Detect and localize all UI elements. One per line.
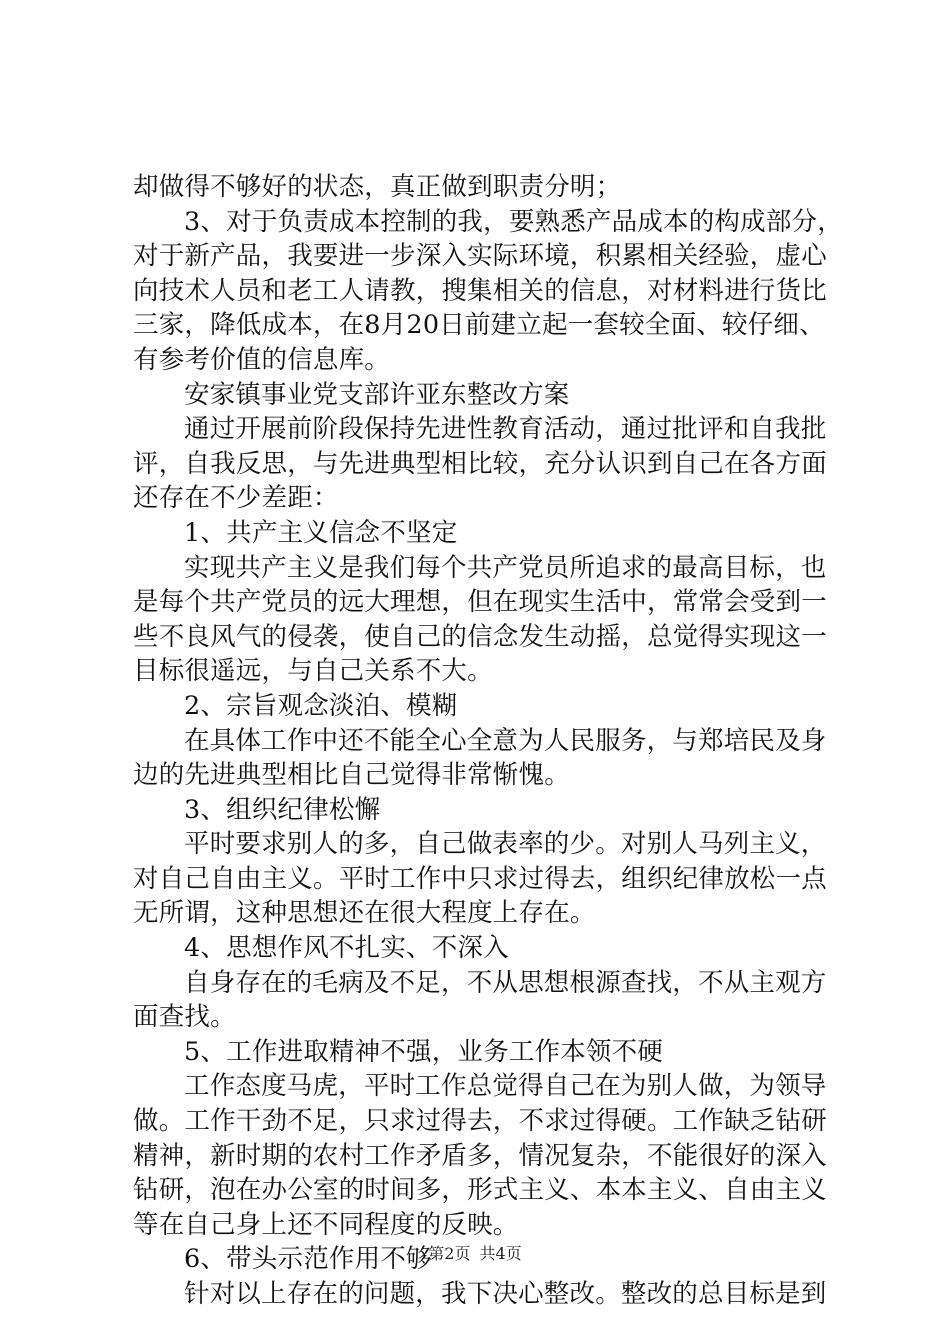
text-line: 3、组织纪律松懈 <box>184 794 381 825</box>
text-line: 无所谓，这种思想还在很大程度上存在。 <box>133 898 596 929</box>
text-line: 5、工作进取精神不强，业务工作本领不硬 <box>184 1036 664 1067</box>
text-line: 4、思想作风不扎实、不深入 <box>184 933 509 964</box>
text-line: 3、对于负责成本控制的我，要熟悉产品成本的构成部分， <box>184 206 843 237</box>
text-line: 边的先进典型相比自己觉得非常惭愧。 <box>133 760 570 791</box>
text-line: 通过开展前阶段保持先进性教育活动，通过批评和自我批 <box>184 414 827 445</box>
text-line: 钻研，泡在办公室的时间多，形式主义、本本主义、自由主义 <box>133 1175 827 1206</box>
text-line: 些不良风气的侵袭，使自己的信念发生动摇，总觉得实现这一 <box>133 621 827 652</box>
text-line: 对于新产品，我要进一步深入实际环境，积累相关经验，虚心 <box>133 241 827 272</box>
text-line: 三家，降低成本，在8月20日前建立起一套较全面、较仔细、 <box>133 310 825 341</box>
text-line: 做。工作干劲不足，只求过得去，不求过得硬。工作缺乏钻研 <box>133 1106 827 1137</box>
text-line: 有参考价值的信息库。 <box>133 344 391 375</box>
text-line: 精神，新时期的农村工作矛盾多，情况复杂，不能很好的深入 <box>133 1140 827 1171</box>
text-line: 6、带头示范作用不够 <box>184 1244 432 1275</box>
text-line: 实现共产主义是我们每个共产党员所追求的最高目标，也 <box>184 552 827 583</box>
text-line: 1、共产主义信念不坚定 <box>184 517 458 548</box>
text-line: 评，自我反思，与先进典型相比较，充分认识到自己在各方面 <box>133 448 827 479</box>
text-line: 等在自己身上还不同程度的反映。 <box>133 1209 519 1240</box>
document-body <box>133 170 843 1312</box>
text-line: 向技术人员和老工人请教，搜集相关的信息，对材料进行货比 <box>133 275 827 306</box>
text-line: 针对以上存在的问题，我下决心整改。整改的总目标是到 <box>184 1279 827 1309</box>
text-line: 在具体工作中还不能全心全意为人民服务，与郑培民及身 <box>184 725 827 756</box>
text-line: 目标很遥远，与自己关系不大。 <box>133 656 493 687</box>
text-line: 对自己自由主义。平时工作中只求过得去，组织纪律放松一点 <box>133 863 827 894</box>
text-line: 安家镇事业党支部许亚东整改方案 <box>184 379 570 410</box>
text-line: 2、宗旨观念淡泊、模糊 <box>184 690 458 721</box>
text-line: 却做得不够好的状态，真正做到职责分明； <box>133 172 622 202</box>
text-line: 还存在不少差距： <box>133 483 339 514</box>
text-line: 工作态度马虎，平时工作总觉得自己在为别人做，为领导 <box>184 1071 827 1102</box>
page-footer <box>0 1244 950 1264</box>
page-total: 共4页 <box>479 1244 522 1263</box>
text-line: 平时要求别人的多，自己做表率的少。对别人马列主义， <box>184 829 827 860</box>
text-line: 是每个共产党员的远大理想，但在现实生活中，常常会受到一 <box>133 587 827 618</box>
text-line: 面查找。 <box>133 1002 236 1033</box>
text-line: 自身存在的毛病及不足，不从思想根源查找，不从主观方 <box>184 967 827 998</box>
page-number: 第2页 <box>428 1244 471 1263</box>
